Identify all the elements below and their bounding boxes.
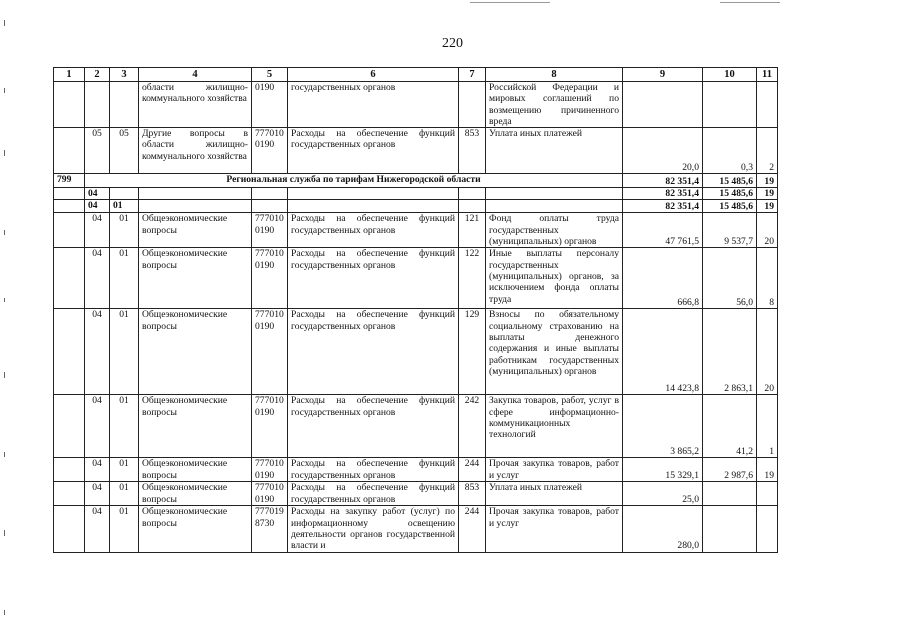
agency-code-cell [54, 458, 85, 482]
table-row [54, 458, 778, 482]
expense-type-cell [459, 82, 486, 128]
table-row [54, 82, 778, 128]
section-code-cell: 04 [85, 395, 110, 458]
actual-value-cell: 56,0 [703, 248, 757, 309]
section-name-cell: Другие вопросы в области жилищно-коммунального хозяйства [139, 128, 252, 174]
subsection-code-cell [110, 188, 139, 200]
section-name-cell: области жилищно-коммунального хозяйства [139, 82, 252, 128]
plan-value-cell: 82 351,4 [623, 200, 703, 213]
target-item-cell: 777010 0190 [252, 213, 288, 248]
actual-value-cell: 9 537,7 [703, 213, 757, 248]
section-name-cell: Общеэкономические вопросы [139, 482, 252, 506]
expense-type-cell: 242 [459, 395, 486, 458]
column-header: 3 [110, 68, 139, 82]
percent-cell: 20 [757, 213, 778, 248]
section-code-cell: 04 [85, 506, 110, 552]
scan-edge-marks [4, 0, 6, 640]
empty-cell [459, 188, 486, 200]
agency-title-cell: Региональная служба по тарифам Нижегородской области [85, 174, 623, 188]
section-code-cell: 04 [85, 482, 110, 506]
target-item-cell: 777010 0190 [252, 395, 288, 458]
target-item-name-cell: Расходы на закупку работ (услуг) по информационному освещению деятельности органов государственной власти и [288, 506, 459, 552]
expense-type-name-cell: Иные выплаты персоналу государственных (муниципальных) органов, за исключением фонда оплаты труда [486, 248, 623, 309]
section-code-cell [85, 82, 110, 128]
empty-cell [486, 188, 623, 200]
actual-value-cell [703, 506, 757, 552]
plan-value-cell: 3 865,2 [623, 395, 703, 458]
empty-cell [459, 200, 486, 213]
expense-type-cell: 122 [459, 248, 486, 309]
expense-type-name-cell: Взносы по обязательному социальному страхованию на выплаты денежного содержания и иные выплаты работникам государственных (муниципальных) органов [486, 309, 623, 395]
agency-code-cell [54, 482, 85, 506]
subsection-code-cell: 01 [110, 482, 139, 506]
subsection-code-cell: 01 [110, 309, 139, 395]
target-item-cell: 777019 8730 [252, 506, 288, 552]
empty-cell [288, 200, 459, 213]
expense-type-name-cell: Российской Федерации и мировых соглашений по возмещению причиненного вреда [486, 82, 623, 128]
scan-top-mark [470, 2, 550, 3]
plan-value-cell: 47 761,5 [623, 213, 703, 248]
plan-value-cell: 14 423,8 [623, 309, 703, 395]
plan-value-cell: 82 351,4 [623, 188, 703, 200]
table-row [54, 128, 778, 174]
section-code-cell: 04 [85, 188, 110, 200]
percent-cell: 1 [757, 395, 778, 458]
agency-code-cell [54, 506, 85, 552]
agency-row [54, 174, 778, 188]
actual-value-cell: 0,3 [703, 128, 757, 174]
target-item-name-cell: Расходы на обеспечение функций государственных органов [288, 458, 459, 482]
section-code-cell: 04 [85, 213, 110, 248]
column-header: 11 [757, 68, 778, 82]
agency-code-cell: 799 [54, 174, 85, 188]
page-number: 220 [442, 36, 463, 51]
section-code-cell: 04 [85, 309, 110, 395]
table-row [54, 482, 778, 506]
empty-cell [252, 200, 288, 213]
empty-cell [54, 200, 85, 213]
expense-type-cell: 853 [459, 482, 486, 506]
subsection-code-cell: 01 [110, 200, 139, 213]
empty-cell [288, 188, 459, 200]
expense-type-cell: 244 [459, 506, 486, 552]
section-name-cell: Общеэкономические вопросы [139, 248, 252, 309]
column-header: 7 [459, 68, 486, 82]
percent-cell: 8 [757, 248, 778, 309]
target-item-name-cell: Расходы на обеспечение функций государственных органов [288, 482, 459, 506]
agency-code-cell [54, 128, 85, 174]
percent-cell [757, 506, 778, 552]
table-row [54, 506, 778, 552]
plan-value-cell: 666,8 [623, 248, 703, 309]
target-item-cell: 777010 0190 [252, 309, 288, 395]
column-header: 6 [288, 68, 459, 82]
expense-type-name-cell: Прочая закупка товаров, работ и услуг [486, 506, 623, 552]
empty-cell [252, 188, 288, 200]
agency-code-cell [54, 213, 85, 248]
expense-type-cell: 853 [459, 128, 486, 174]
actual-value-cell: 15 485,6 [703, 174, 757, 188]
target-item-name-cell: Расходы на обеспечение функций государственных органов [288, 213, 459, 248]
target-item-name-cell: Расходы на обеспечение функций государственных органов [288, 309, 459, 395]
percent-cell: 19 [757, 174, 778, 188]
actual-value-cell [703, 482, 757, 506]
column-header: 4 [139, 68, 252, 82]
section-name-cell: Общеэкономические вопросы [139, 506, 252, 552]
agency-code-cell [54, 82, 85, 128]
actual-value-cell: 15 485,6 [703, 200, 757, 213]
empty-cell [139, 200, 252, 213]
percent-cell [757, 482, 778, 506]
percent-cell: 2 [757, 128, 778, 174]
target-item-name-cell: государственных органов [288, 82, 459, 128]
empty-cell [54, 188, 85, 200]
subsection-code-cell [110, 82, 139, 128]
plan-value-cell: 15 329,1 [623, 458, 703, 482]
percent-cell: 20 [757, 309, 778, 395]
section-code-cell: 05 [85, 128, 110, 174]
actual-value-cell: 15 485,6 [703, 188, 757, 200]
subtotal-row [54, 188, 778, 200]
plan-value-cell: 25,0 [623, 482, 703, 506]
percent-cell [757, 82, 778, 128]
percent-cell: 19 [757, 458, 778, 482]
actual-value-cell [703, 82, 757, 128]
expense-type-name-cell: Уплата иных платежей [486, 128, 623, 174]
target-item-cell: 0190 [252, 82, 288, 128]
section-name-cell: Общеэкономические вопросы [139, 309, 252, 395]
section-code-cell: 04 [85, 200, 110, 213]
table-row [54, 213, 778, 248]
table-row [54, 248, 778, 309]
plan-value-cell: 280,0 [623, 506, 703, 552]
column-header: 1 [54, 68, 85, 82]
column-header: 8 [486, 68, 623, 82]
section-name-cell: Общеэкономические вопросы [139, 213, 252, 248]
column-header: 2 [85, 68, 110, 82]
subsection-code-cell: 05 [110, 128, 139, 174]
column-header: 9 [623, 68, 703, 82]
table-row [54, 309, 778, 395]
subsection-code-cell: 01 [110, 395, 139, 458]
section-code-cell: 04 [85, 248, 110, 309]
column-header: 5 [252, 68, 288, 82]
scan-top-mark [720, 2, 780, 3]
empty-cell [486, 200, 623, 213]
percent-cell: 19 [757, 200, 778, 213]
subsection-code-cell: 01 [110, 458, 139, 482]
percent-cell: 19 [757, 188, 778, 200]
subsection-code-cell: 01 [110, 213, 139, 248]
actual-value-cell: 41,2 [703, 395, 757, 458]
agency-code-cell [54, 395, 85, 458]
expense-type-name-cell: Прочая закупка товаров, работ и услуг [486, 458, 623, 482]
target-item-name-cell: Расходы на обеспечение функций государственных органов [288, 248, 459, 309]
expense-type-name-cell: Фонд оплаты труда государственных (муниципальных) органов [486, 213, 623, 248]
section-name-cell: Общеэкономические вопросы [139, 395, 252, 458]
section-name-cell: Общеэкономические вопросы [139, 458, 252, 482]
expense-type-cell: 121 [459, 213, 486, 248]
table-row [54, 395, 778, 458]
agency-code-cell [54, 248, 85, 309]
target-item-cell: 777010 0190 [252, 458, 288, 482]
budget-table [53, 67, 778, 553]
empty-cell [139, 188, 252, 200]
plan-value-cell: 20,0 [623, 128, 703, 174]
column-header: 10 [703, 68, 757, 82]
actual-value-cell: 2 987,6 [703, 458, 757, 482]
expense-type-name-cell: Закупка товаров, работ, услуг в сфере информационно-коммуникационных технологий [486, 395, 623, 458]
target-item-cell: 777010 0190 [252, 128, 288, 174]
target-item-name-cell: Расходы на обеспечение функций государственных органов [288, 395, 459, 458]
expense-type-cell: 244 [459, 458, 486, 482]
subsection-code-cell: 01 [110, 506, 139, 552]
subtotal-row [54, 200, 778, 213]
target-item-cell: 777010 0190 [252, 248, 288, 309]
section-code-cell: 04 [85, 458, 110, 482]
agency-code-cell [54, 309, 85, 395]
expense-type-name-cell: Уплата иных платежей [486, 482, 623, 506]
target-item-name-cell: Расходы на обеспечение функций государственных органов [288, 128, 459, 174]
actual-value-cell: 2 863,1 [703, 309, 757, 395]
subsection-code-cell: 01 [110, 248, 139, 309]
target-item-cell: 777010 0190 [252, 482, 288, 506]
table-header-row [54, 68, 778, 82]
plan-value-cell: 82 351,4 [623, 174, 703, 188]
expense-type-cell: 129 [459, 309, 486, 395]
plan-value-cell [623, 82, 703, 128]
